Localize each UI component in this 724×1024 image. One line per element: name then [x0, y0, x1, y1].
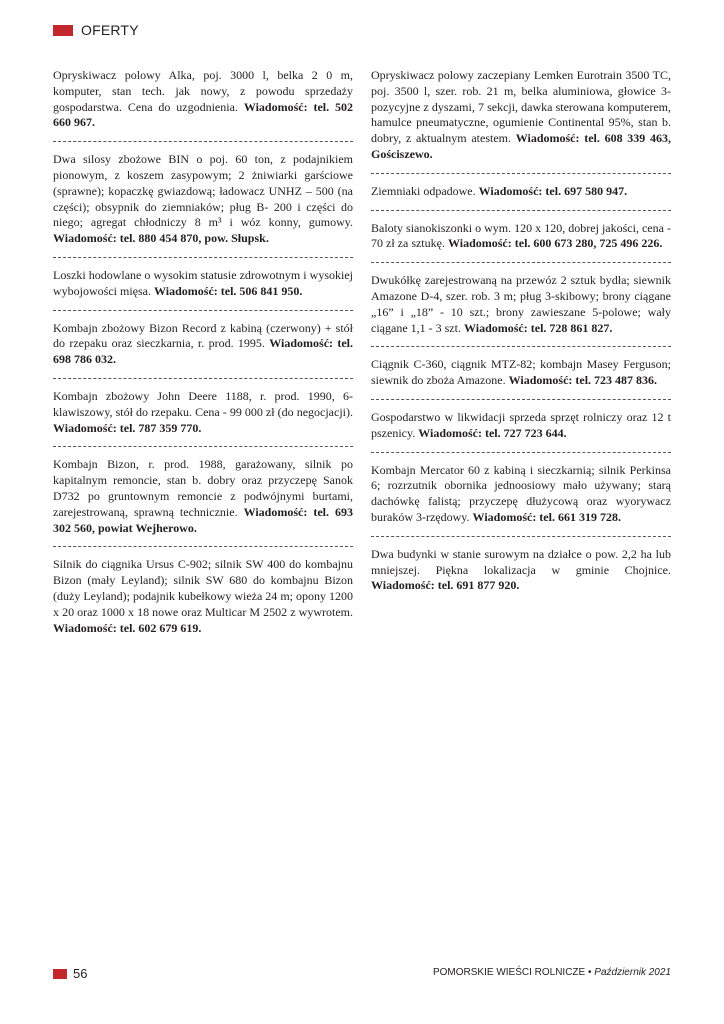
ad-separator	[53, 310, 353, 311]
classified-ad: Kombajn zbożowy Bizon Record z kabiną (czerwony) + stół do rzepaku oraz sieczkarnia, r. prod. 1995. Wiadomość: tel. 698 786 032.	[53, 320, 353, 367]
section-title: OFERTY	[81, 22, 139, 38]
ad-separator	[53, 257, 353, 258]
ad-contact: Wiadomość: tel. 787 359 770.	[53, 420, 202, 435]
issue-date: Październik 2021	[594, 967, 671, 978]
classified-ad: Ziemniaki odpadowe. Wiadomość: tel. 697 580 947.	[371, 183, 628, 198]
classified-ad: Ciągnik C-360, ciągnik MTZ-82; kombajn Masey Ferguson; siewnik do zboża Amazone. Wiadomość: tel. 723 487 836.	[371, 357, 671, 388]
classified-ad: Dwukółkę zarejestrowaną na przewóz 2 sztuk bydła; siewnik Amazone D-4, szer. rob. 3 m; pług 3-skibowy; brony ciągane „16” i „18” - 10 szt.; brony zawieszane 5-polowe; wały ciągane 1,1 - 3 szt. Wiadomość: tel. 728 861 827.	[371, 273, 671, 335]
classified-ad: Dwa silosy zbożowe BIN o poj. 60 ton, z podajnikiem pionowym, z koszem zasypowym; 2 żniwiarki garściowe (sprawne); kopaczkę gwiazdową; ładowacz UNHZ – 500 (na części); obsypnik do ziemniaków; pług B- 200 i części do niego; agregat chłodniczy 8 m³ i wóz konny, gumowy. Wiadomość: tel. 880 454 870, pow. Słupsk.	[53, 152, 353, 246]
classified-ad: Kombajn Mercator 60 z kabiną i sieczkarnią; silnik Perkinsa 6; rozrzutnik obornika jednoosiowy mało używany; starą dachówkę falistą; przyczepę dłużycową oraz wyorywacz buraków 3-rzędowy. Wiadomość: tel. 661 319 728.	[371, 462, 671, 524]
ad-contact: Wiadomość: tel. 723 487 836.	[508, 373, 658, 388]
ad-contact: Wiadomość: tel. 691 877 920.	[371, 578, 520, 593]
ad-contact: Wiadomość: tel. 661 319 728.	[472, 509, 621, 524]
classified-ad: Kombajn zbożowy John Deere 1188, r. prod. 1990, 6-klawiszowy, stół do rzepaku. Cena - 99 000 zł (do negocjacji). Wiadomość: tel. 787 359 770.	[53, 388, 353, 435]
classified-ad: Baloty sianokiszonki o wym. 120 x 120, dobrej jakości, cena - 70 zł za sztukę. Wiadomość: tel. 600 673 280, 725 496 226.	[371, 220, 671, 251]
ad-contact: Wiadomość: tel. 506 841 950.	[154, 283, 303, 298]
section-marker	[53, 25, 73, 36]
ad-contact: Wiadomość: tel. 697 580 947.	[478, 183, 628, 198]
classified-ad: Silnik do ciągnika Ursus C-902; silnik SW 400 do kombajnu Bizon (mały Leyland); silnik SW 680 do kombajnu Bizon (duży Leyland); podajnik kubełkowy wieża 24 m; opony 1200 x 20 oraz 1000 x 18 nowe oraz Multicar M 2502 z wywrotem. Wiadomość: tel. 602 679 619.	[53, 557, 353, 635]
ad-separator	[371, 346, 671, 347]
ad-contact: Wiadomość: tel. 502 660 967.	[53, 99, 354, 130]
page-footer-number	[53, 966, 87, 981]
classified-ad: Opryskiwacz polowy zaczepiany Lemken Eurotrain 3500 TC, poj. 3500 l, szer. rob. 21 m, belka aluminiowa, głowice 3-pozycyjne z dyszami, 7 sekcji, dawka sterowana komputerem, hamulce pneumatyczne, ogumienie Continental 95%, stan b. dobry, z aktualnym atestem. Wiadomość: tel. 608 339 463, Gościszewo.	[371, 68, 671, 161]
classified-ad: Dwa budynki w stanie surowym na działce o pow. 2,2 ha lub mniejszej. Piękna lokalizacja w gminie Chojnice. Wiadomość: tel. 691 877 920.	[371, 546, 671, 593]
publication-name: POMORSKIE WIEŚCI ROLNICZE	[432, 967, 586, 978]
page-footer-publication	[433, 967, 671, 978]
ad-separator	[53, 141, 353, 142]
footer-bullet: •	[585, 967, 595, 978]
ad-separator	[371, 452, 671, 453]
right-column	[371, 68, 671, 594]
classified-ad: Gospodarstwo w likwidacji sprzeda sprzęt rolniczy oraz 12 t pszenicy. Wiadomość: tel. 727 723 644.	[371, 409, 671, 440]
ad-separator	[371, 173, 671, 174]
ad-contact: Wiadomość: tel. 693 302 560, powiat Wejherowo.	[53, 504, 353, 535]
page-number-marker	[53, 969, 67, 979]
ad-separator	[371, 399, 671, 400]
left-column	[53, 68, 353, 636]
ad-contact: Wiadomość: tel. 728 861 827.	[463, 320, 613, 335]
ad-contact: Wiadomość: tel. 727 723 644.	[418, 425, 567, 440]
ad-separator	[371, 262, 671, 263]
ad-contact: Wiadomość: tel. 608 339 463, Gościszewo.	[371, 131, 671, 161]
ad-contact: Wiadomość: tel. 698 786 032.	[53, 336, 353, 367]
ad-separator	[371, 536, 671, 537]
page-header	[53, 20, 139, 40]
classified-ad: Opryskiwacz polowy Alka, poj. 3000 l, belka 2 0 m, komputer, stan tech. jak nowy, z powodu sprzedaży gospodarstwa. Cena do uzgodnienia. Wiadomość: tel. 502 660 967.	[53, 68, 354, 130]
ad-contact: Wiadomość: tel. 602 679 619.	[53, 620, 202, 635]
ad-separator	[53, 378, 353, 379]
ad-contact: Wiadomość: tel. 880 454 870, pow. Słupsk.	[53, 231, 269, 246]
ad-separator	[53, 446, 353, 447]
ad-separator	[371, 210, 671, 211]
page-number: 56	[73, 966, 88, 981]
classified-ad: Kombajn Bizon, r. prod. 1988, garażowany, silnik po kapitalnym remoncie, stan b. dobry oraz przyczepę Sanok D732 po gruntownym remoncie z podwójnymi burtami, zarejestrowaną, sprawną technicznie. Wiadomość: tel. 693 302 560, powiat Wejherowo.	[53, 457, 353, 535]
ad-contact: Wiadomość: tel. 600 673 280, 725 496 226.	[447, 236, 663, 251]
classified-ad: Loszki hodowlane o wysokim statusie zdrowotnym i wysokiej wybojowości mięsa. Wiadomość: tel. 506 841 950.	[53, 267, 353, 298]
ad-separator	[53, 546, 353, 547]
